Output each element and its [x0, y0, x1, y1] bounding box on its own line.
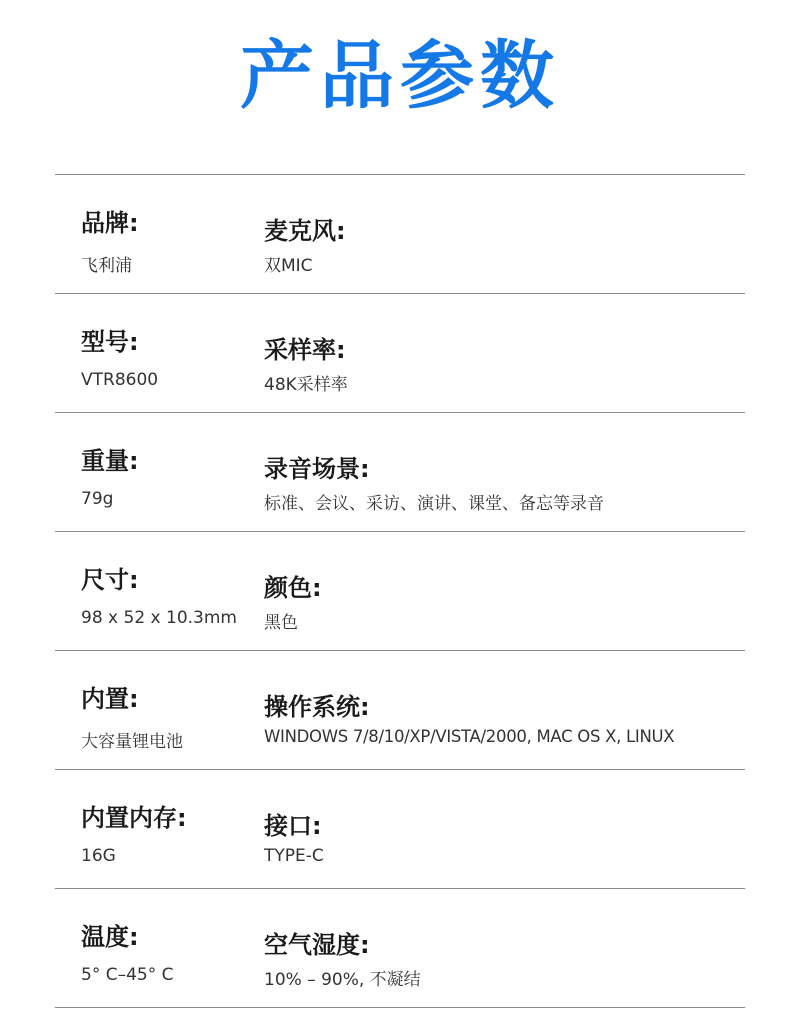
spec-value: 黑色 [264, 613, 298, 633]
spec-label: 内置内存: [81, 804, 187, 832]
spec-value: 16G [81, 846, 116, 866]
spec-value: 79g [81, 489, 114, 509]
spec-label: 品牌: [81, 209, 139, 237]
spec-row [55, 770, 745, 889]
spec-row [55, 651, 745, 770]
spec-row [55, 413, 745, 532]
spec-row [55, 889, 745, 1008]
spec-label: 温度: [81, 923, 139, 951]
spec-row [55, 532, 745, 651]
spec-value: 48K采样率 [264, 375, 348, 395]
spec-label: 录音场景: [264, 455, 370, 483]
spec-value: WINDOWS 7/8/10/XP/VISTA/2000, MAC OS X, LINUX [264, 727, 675, 746]
spec-label: 接口: [264, 812, 322, 840]
spec-row [55, 294, 745, 413]
spec-label: 型号: [81, 328, 139, 356]
spec-value: 10% – 90%, 不凝结 [264, 970, 421, 990]
spec-label: 尺寸: [81, 566, 139, 594]
spec-label: 麦克风: [264, 217, 346, 245]
spec-label: 内置: [81, 685, 139, 713]
spec-value: 飞利浦 [81, 256, 132, 276]
spec-label: 空气湿度: [264, 931, 370, 959]
page-title: 产品参数 [240, 33, 560, 119]
spec-value: 98 x 52 x 10.3mm [81, 608, 237, 628]
spec-label: 颜色: [264, 574, 322, 602]
spec-value: VTR8600 [81, 370, 159, 390]
spec-label: 重量: [81, 447, 139, 475]
spec-table [55, 174, 745, 1008]
spec-value: 5° C–45° C [81, 965, 174, 985]
spec-label: 采样率: [264, 336, 346, 364]
spec-row [55, 175, 745, 294]
spec-value: TYPE-C [264, 846, 324, 866]
spec-label: 操作系统: [264, 693, 370, 721]
spec-value: 标准、会议、采访、演讲、课堂、备忘等录音 [264, 494, 604, 514]
spec-value: 双MIC [264, 256, 313, 276]
spec-value: 大容量锂电池 [81, 732, 183, 752]
